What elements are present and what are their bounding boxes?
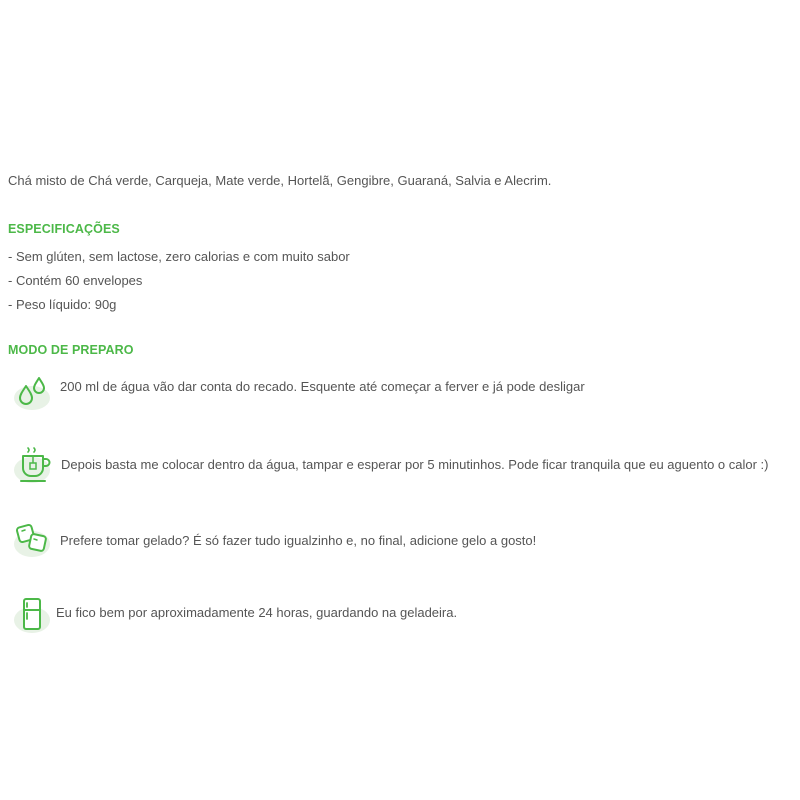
water-drops-icon xyxy=(12,372,56,416)
prep-heading: MODO DE PREPARO xyxy=(8,343,134,357)
specs-list xyxy=(8,245,350,317)
specs-heading: ESPECIFICAÇÕES xyxy=(8,222,120,236)
ice-cubes-icon xyxy=(12,518,56,562)
spec-item: - Sem glúten, sem lactose, zero calorias e com muito sabor xyxy=(8,249,350,264)
prep-step-text: Prefere tomar gelado? É só fazer tudo igualzinho e, no final, adicione gelo a gosto! xyxy=(60,533,537,548)
product-description: Chá misto de Chá verde, Carqueja, Mate verde, Hortelã, Gengibre, Guaraná, Salvia e Alecrim. xyxy=(8,173,552,188)
fridge-icon xyxy=(12,594,56,638)
prep-step xyxy=(12,372,792,416)
spec-item: - Contém 60 envelopes xyxy=(8,273,143,288)
spec-item: - Peso líquido: 90g xyxy=(8,297,117,312)
prep-step-text: Eu fico bem por aproximadamente 24 horas, guardando na geladeira. xyxy=(56,605,458,620)
prep-step-text: Depois basta me colocar dentro da água, tampar e esperar por 5 minutinhos. Pode ficar tranquila que eu aguento o calor :) xyxy=(61,457,769,472)
prep-step xyxy=(12,518,792,562)
prep-step-text: 200 ml de água vão dar conta do recado. Esquente até começar a ferver e já pode desligar xyxy=(60,379,585,394)
tea-cup-icon xyxy=(12,444,56,488)
prep-step xyxy=(12,594,792,638)
prep-step xyxy=(12,444,792,488)
